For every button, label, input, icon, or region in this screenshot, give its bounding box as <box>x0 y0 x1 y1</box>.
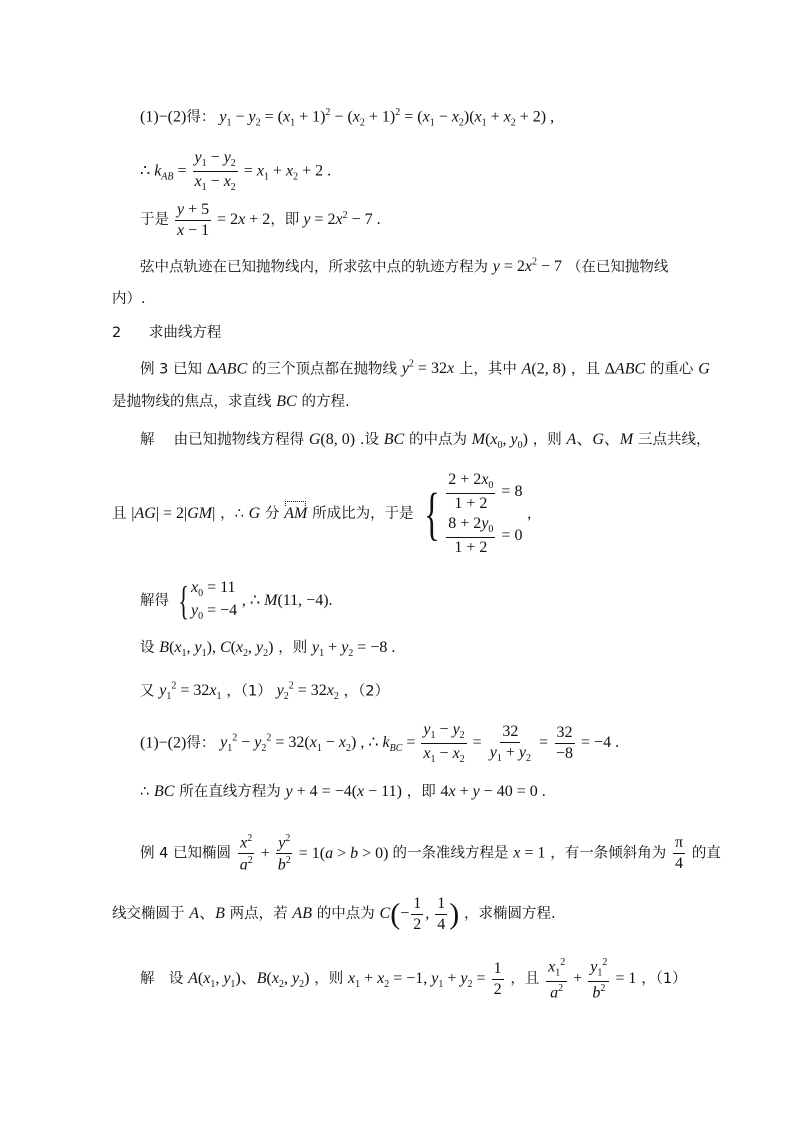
text-sol4-e: ，（1） <box>641 971 687 988</box>
bc-line-equation: ∴ BC 所在直线方程为 y + 4 = −4(x − 11) ，即 4x + y − 40 = 0 . <box>140 783 546 800</box>
example-4-line-1: 例 4 已知椭圆 $\frac{x^2}{a^2}$ + $\frac{y^2}{b^2}$ = 1(a > b > 0) 的一条准线方程是 x = 1 ，有一条倾斜角为 $\frac{\pi}{4}$ 的直 <box>140 833 721 874</box>
solution-line-1: 解 由已知抛物线方程得 G(8, 0) .设 BC 的中点为 $M(x_0$, $y_0$) ，则 A、G、M 三点共线， <box>140 431 711 452</box>
text-ex4-line2-b: 两点，若 <box>229 906 288 923</box>
solution-4-line-1: 解 设 $A(x_1$, $y_1$)、$B(x_2$, $y_2$) ，则 $x_1 + x_2 = -1$, $y_1 + y_2$ = $\frac{1}{2}$ ，且 $\frac{x_1^2}{a^2}$ + $\frac{y_1^2}{b^2}$ = 1 ，（1） <box>140 957 687 1001</box>
solution-label: 解 <box>140 432 155 448</box>
text-ex4-c: ，有一条倾斜角为 <box>550 845 667 862</box>
equation-line-2: ∴ $k_{AB}$ = $\frac{y_1 - y_2}{x_1 - x_2}$ = $x_1 + x_2 + 2$ . <box>140 149 332 194</box>
text-sol4-c: ，则 <box>314 971 344 988</box>
section-title: 求曲线方程 <box>148 325 222 341</box>
text-ex3-e: 的重心 <box>649 361 694 378</box>
solution-line-2: 且 |AG| = 2|GM| ，∴ G 分 AM 所成比为，于是 { $\frac{2 + 2x_0}{1 + 2}$ = 8 $\frac{8 + 2y_0}{1 + 2}$ = 0 , <box>112 471 532 557</box>
text-sol4-d: ，且 <box>510 971 540 988</box>
text-sol1-c: 的中点为 <box>408 432 467 448</box>
section-heading <box>112 326 221 341</box>
centroid-system: { $\frac{2 + 2x_0}{1 + 2}$ = 8 $\frac{8 + 2y_0}{1 + 2}$ = 0 <box>424 471 523 557</box>
difference-line: (1)−(2)得： $y_1^2 - y_2^2 = 32(x_1 - x_2)$ , ∴ $k_{BC}$ = $\frac{y_1 - y_2}{x_1 - x_2}$ = $\frac{32}{y_1 + y_2}$ = $\frac{32}{-8}$ = −4 . <box>140 721 620 766</box>
text-ex3-line2-b: 的方程. <box>301 394 350 410</box>
text-sol1-a: 由已知抛物线方程得 <box>173 432 305 448</box>
paragraph-line-5: 内）. <box>112 291 146 307</box>
text-sol2-a: 且 <box>112 506 127 523</box>
text-bc-c: ，即 <box>406 784 436 800</box>
text-ex3-c: 上，其中 <box>458 361 517 378</box>
text-ex4-line2-d: ，求椭圆方程. <box>464 906 556 923</box>
text-therefore: ∴ <box>140 784 150 800</box>
text-ex3-b: 的三个顶点都在抛物线 <box>252 361 398 378</box>
text-sol1-b: .设 <box>359 432 379 448</box>
text-ex4-line2-a: 线交椭圆于 <box>112 906 185 923</box>
text-de-2: 得： <box>186 735 216 752</box>
text-sol2-b: ，∴ <box>220 506 244 523</box>
paragraph-line-4: 弦中点轨迹在已知抛物线内，所求弦中点的轨迹方程为 $y = 2x^2 - 7$ （在已知抛物线 <box>140 257 669 276</box>
text-bc-b: 所在直线方程为 <box>179 784 281 800</box>
text-sol2-c: 分 <box>264 506 280 523</box>
text-within: （在已知抛物线 <box>566 259 669 276</box>
text-chord-locus: 弦中点轨迹在已知抛物线内，所求弦中点的轨迹方程为 <box>140 259 488 276</box>
text-ex4-line2-c: 的中点为 <box>316 906 375 923</box>
section-number: 2 <box>112 325 122 341</box>
text-ji: ，即 <box>270 212 300 229</box>
example-3-line-1: 例 3 已知 ΔABC 的三个顶点都在抛物线 $y^2 = 32x$ 上，其中 A(2, 8) ，且 ΔABC 的重心 G <box>140 359 710 378</box>
text-sol4-b: 设 <box>168 971 184 988</box>
text-set: 设 <box>140 640 155 656</box>
text-sol2-d: 所成比为，于是 <box>312 506 414 523</box>
solve-line: 解得 { $x_0 = 11$ $y_0 = -4$ , ∴ M(11, −4). <box>140 578 333 624</box>
set-points-line: 设 $B(x_1$, $y_1$), $C(x_2$, $y_2$) ，则 $y_1 + y_2 = -8$ . <box>140 639 396 660</box>
text-eq2: ，（2） <box>343 683 390 700</box>
text-yushi: 于是 <box>140 212 169 229</box>
text-ex4-b: 的一条准线方程是 <box>392 845 509 862</box>
example-3-line-2: 是抛物线的焦点，求直线 BC 的方程. <box>112 393 350 410</box>
text-ex4-a: 例 4 已知椭圆 <box>140 845 231 862</box>
example-4-line-2: 线交椭圆于 A、B 两点，若 AB 的中点为 C(− $\frac{1}{2}$ , $\frac{1}{4}$ ) ，求椭圆方程. <box>112 895 556 933</box>
text-ex3-line2: 是抛物线的焦点，求直线 <box>112 394 272 410</box>
text-sol1-e: 三点共线， <box>638 432 711 448</box>
text-ex4-d: 的直 <box>691 845 721 862</box>
text-ex3-d: ，且 <box>570 361 600 378</box>
text-eq1: ，（1） <box>226 683 272 700</box>
equation-line-1: (1)−(2)得： $y_1 - y_2 = (x_1 + 1)^2 - (x_2 + 1)^2 = (x_1 - x_2)(x_1 + x_2 + 2)$ , <box>140 107 555 129</box>
solution-4-label: 解 <box>140 971 155 988</box>
also-line: 又 $y_1^2 = 32x_1$ ，（1） $y_2^2 = 32x_2$ ，（2） <box>140 681 390 703</box>
text-sol1-d: ，则 <box>532 432 562 448</box>
text-also: 又 <box>140 683 155 700</box>
text-solve: 解得 <box>140 593 169 610</box>
text-de: 得： <box>186 109 216 126</box>
equation-line-3: 于是 $\frac{y + 5}{x - 1}$ = 2x + 2，即 $y = 2x^2 - 7$ . <box>140 201 381 239</box>
text-ex3-a: 例 3 已知 <box>140 361 202 378</box>
text-then: ，则 <box>278 640 308 656</box>
